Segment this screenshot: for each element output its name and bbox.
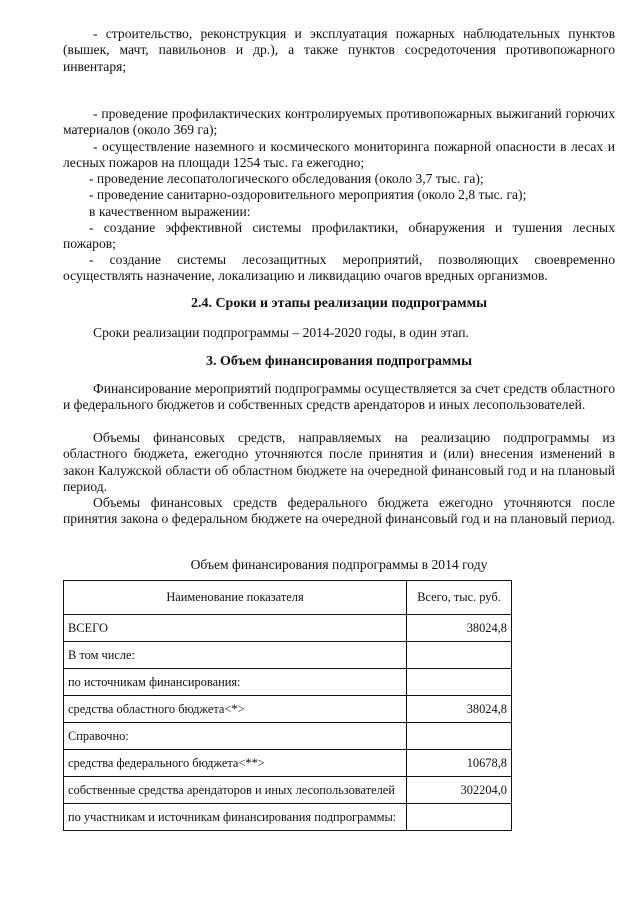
section-3-heading: 3. Объем финансирования подпрограммы [205, 354, 473, 369]
table-row [64, 669, 512, 696]
row-value: 10678,8 [407, 750, 512, 777]
bullet-forest-pathology: - проведение лесопатологического обследования (около 3,7 тыс. га); [89, 171, 484, 186]
section-2-4-heading: 2.4. Сроки и этапы реализации подпрограммы [190, 296, 488, 311]
table-row [64, 723, 512, 750]
row-value: 38024,8 [407, 615, 512, 642]
table-row [64, 804, 512, 831]
row-value [407, 669, 512, 696]
row-label: по источникам финансирования: [64, 669, 407, 696]
row-label: собственные средства арендаторов и иных лесопользователей [64, 777, 407, 804]
row-value: 302204,0 [407, 777, 512, 804]
bullet-fire-monitoring: - осуществление наземного и космического мониторинга пожарной опасности в лесах и лесных пожаров на площади 1254 тыс. га ежегодно; [63, 139, 615, 171]
table-row [64, 642, 512, 669]
bullet-controlled-burns: - проведение профилактических контролируемых противопожарных выжиганий горючих материалов (около 369 га); [63, 106, 615, 138]
table-row [64, 615, 512, 642]
row-value [407, 642, 512, 669]
financing-paragraph-1: Финансирование мероприятий подпрограммы осуществляется за счет средств областного и федерального бюджетов и собственных средств арендаторов и иных лесопользователей. [63, 381, 615, 413]
row-label: по участникам и источникам финансирования подпрограммы: [64, 804, 407, 831]
table-caption: Объем финансирования подпрограммы в 2014 году [190, 557, 488, 572]
table-row [64, 696, 512, 723]
financing-table [63, 580, 512, 831]
table-row [64, 777, 512, 804]
row-label: В том числе: [64, 642, 407, 669]
row-value [407, 723, 512, 750]
header-total: Всего, тыс. руб. [407, 581, 512, 615]
row-value [407, 804, 512, 831]
header-indicator-name: Наименование показателя [64, 581, 407, 615]
financing-paragraph-3: Объемы финансовых средств федерального бюджета ежегодно уточняются после принятия закона о федеральном бюджете на очередной финансовый год и на плановый период. [63, 495, 615, 527]
financing-paragraph-2: Объемы финансовых средств, направляемых на реализацию подпрограммы из областного бюджета, ежегодно уточняются после принятия и (или) внесения изменений в закон Калужской области об областном бюджете на очередной финансовый год и на плановый период. [63, 430, 615, 495]
qualitative-intro: в качественном выражении: [89, 204, 251, 219]
row-label: средства федерального бюджета<**> [64, 750, 407, 777]
table-header-row [64, 581, 512, 615]
row-label: ВСЕГО [64, 615, 407, 642]
bullet-sanitary-measures: - проведение санитарно-оздоровительного мероприятия (около 2,8 тыс. га); [89, 187, 527, 202]
bullet-fire-towers: - строительство, реконструкция и эксплуатация пожарных наблюдательных пунктов (вышек, мачт, павильонов и др.), а также пунктов сосредоточения противопожарного инвентаря; [63, 26, 615, 74]
row-label: Справочно: [64, 723, 407, 750]
bullet-fire-prevention-system: - создание эффективной системы профилактики, обнаружения и тушения лесных пожаров; [63, 220, 615, 252]
row-value: 38024,8 [407, 696, 512, 723]
row-label: средства областного бюджета<*> [64, 696, 407, 723]
table-row [64, 750, 512, 777]
implementation-period-text: Сроки реализации подпрограммы – 2014-2020 годы, в один этап. [93, 325, 469, 340]
bullet-forest-protection-system: - создание системы лесозащитных мероприятий, позволяющих своевременно осуществлять назначение, локализацию и ликвидацию очагов вредных организмов. [63, 252, 615, 284]
